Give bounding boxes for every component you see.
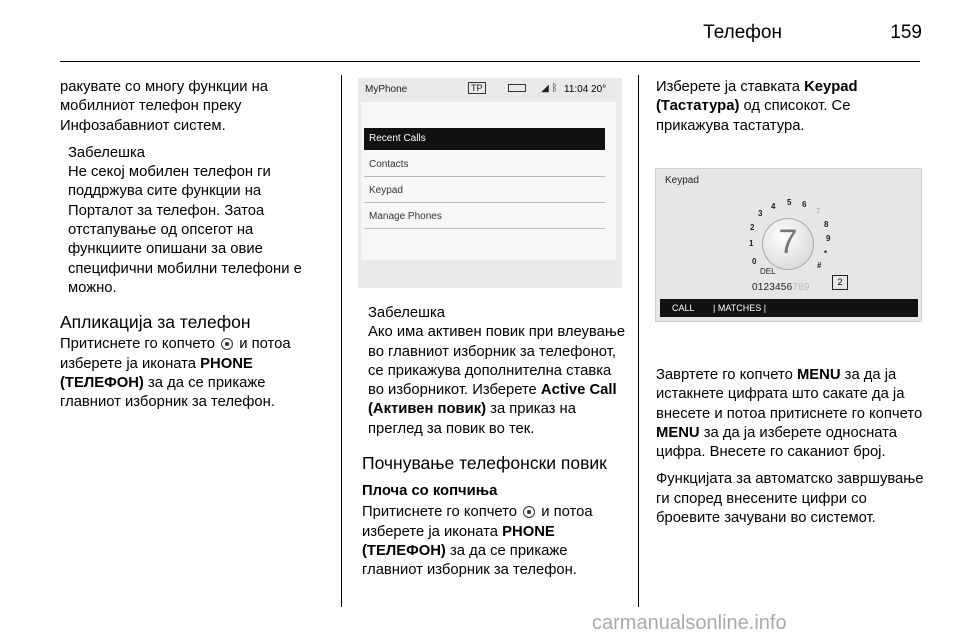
signal-icon: ◢: [541, 83, 549, 94]
column-3-bottom: [656, 366, 924, 536]
note-text: Не секој мобилен телефон ги поддржува сите функции на Порталот за телефон. Затоа отстапување од опсегот на функциите опишани за овие специфични мобилни телефони е можно.: [68, 164, 302, 296]
and-then-text-2: и потоа изберете ја иконата: [362, 504, 593, 540]
suggested-digits: 789: [792, 282, 810, 293]
press-text: Притиснете го копчето: [60, 336, 216, 353]
page-number: 159: [890, 22, 922, 43]
status-bar: [468, 83, 558, 94]
digit-4[interactable]: 4: [771, 202, 776, 211]
menu-item-manage-phones[interactable]: Manage Phones: [364, 206, 605, 229]
column-1: [60, 78, 330, 420]
section-heading-2: Почнување телефонски повик: [362, 453, 607, 474]
turn-text-c: за да ја изберете односната цифра. Внесете го саканиот број.: [656, 424, 898, 461]
menu-item-keypad[interactable]: Keypad: [364, 180, 605, 203]
note-block-2: [362, 304, 630, 439]
matches-badge: 2: [832, 275, 848, 290]
menu-item-recent-calls[interactable]: Recent Calls: [364, 128, 605, 150]
select-keypad-text: [656, 78, 924, 136]
digit-1[interactable]: 1: [749, 239, 754, 248]
header-title: Телефон: [703, 22, 782, 43]
rotary-dial[interactable]: [762, 218, 814, 270]
digit-0[interactable]: 0: [752, 257, 757, 266]
active-call-label: Active Call (Активен повик): [368, 382, 617, 418]
myphone-screen: [358, 78, 622, 288]
digit-star[interactable]: *: [824, 249, 828, 258]
digit-6[interactable]: 6: [802, 200, 807, 209]
turn-text-b: за да ја истакнете цифрата што сакате да ја внесете и потоа притиснете го копчето: [656, 367, 923, 422]
keypad-action-bar: [660, 299, 918, 317]
note-block: [60, 144, 330, 298]
intro-text: ракувате со многу функции на мобилниот телефон преку Инфозабавниот систем.: [60, 79, 269, 134]
note-text-2: [368, 323, 630, 439]
entered-number: [752, 282, 810, 293]
digit-8[interactable]: 8: [824, 220, 829, 229]
column-divider-right: [638, 75, 639, 607]
and-then-text: и потоа изберете ја иконата: [60, 336, 291, 372]
call-button[interactable]: CALL: [672, 303, 695, 313]
column-2: [362, 304, 630, 589]
digit-5[interactable]: 5: [787, 198, 792, 207]
note-heading: Забелешка: [68, 144, 145, 161]
instruction-text-2: [362, 503, 630, 580]
keypad-title: Keypad: [665, 175, 699, 186]
end-text-2: за да се прикаже главниот изборник за телефон.: [362, 542, 577, 579]
section-heading: Апликација за телефон: [60, 312, 251, 333]
note-text-b: за приказ на преглед за повик во тек.: [368, 401, 576, 437]
screen-title: MyPhone: [365, 84, 408, 95]
turn-text-a: Завртете го копчето: [656, 367, 793, 383]
menu-instructions: [656, 366, 924, 462]
subheading: Плоча со копчиња: [362, 483, 498, 500]
delete-key[interactable]: DEL: [760, 267, 776, 276]
digit-3[interactable]: 3: [758, 209, 763, 218]
bluetooth-icon: ᛒ: [551, 83, 558, 94]
menu-frame: [361, 102, 616, 260]
digit-7[interactable]: 7: [816, 207, 821, 216]
press-text-2: Притиснете го копчето: [362, 504, 518, 521]
digit-2[interactable]: 2: [750, 223, 755, 232]
clock: 11:04 20°: [564, 84, 607, 95]
phone-label-2: PHONE (ТЕЛЕФОН): [362, 523, 555, 559]
keypad-label: Keypad (Тастатура): [656, 79, 858, 115]
entered-digits: 0123456: [752, 282, 793, 293]
home-button-icon: [523, 506, 535, 518]
note-heading-2: Забелешка: [368, 305, 445, 321]
digit-9[interactable]: 9: [826, 234, 831, 243]
digit-hash[interactable]: #: [817, 261, 822, 270]
column-3-top: [656, 78, 924, 144]
header-rule: [60, 61, 920, 62]
tp-badge: TP: [468, 82, 486, 94]
menu-label-2: MENU: [656, 424, 700, 441]
dial-digit: 7: [778, 223, 798, 261]
menu-label-1: MENU: [796, 367, 841, 383]
battery-icon: [508, 84, 526, 92]
keypad-screen: [655, 168, 922, 322]
menu-item-contacts[interactable]: Contacts: [364, 154, 605, 177]
instruction-text: [60, 335, 330, 412]
home-button-icon: [221, 338, 233, 350]
watermark: carmanualsonline.info: [592, 612, 787, 634]
note-text-a: Ако има активен повик при влеување во главниот изборник за телефонот, се прикажува дополнителна ставка во изборникот. Изберете: [368, 324, 626, 399]
matches-button[interactable]: | MATCHES |: [713, 303, 767, 313]
autocomplete-text: Функцијата за автоматско завршување ги според внесените цифри со броевите зачувани во системот.: [656, 471, 924, 527]
select-text-b: од списокот. Се прикажува тастатура.: [656, 98, 851, 134]
phone-label: PHONE (ТЕЛЕФОН): [60, 355, 253, 391]
select-text-a: Изберете ја ставката: [656, 79, 800, 95]
column-divider-left: [341, 75, 342, 607]
end-text: за да се прикаже главниот изборник за телефон.: [60, 374, 275, 411]
